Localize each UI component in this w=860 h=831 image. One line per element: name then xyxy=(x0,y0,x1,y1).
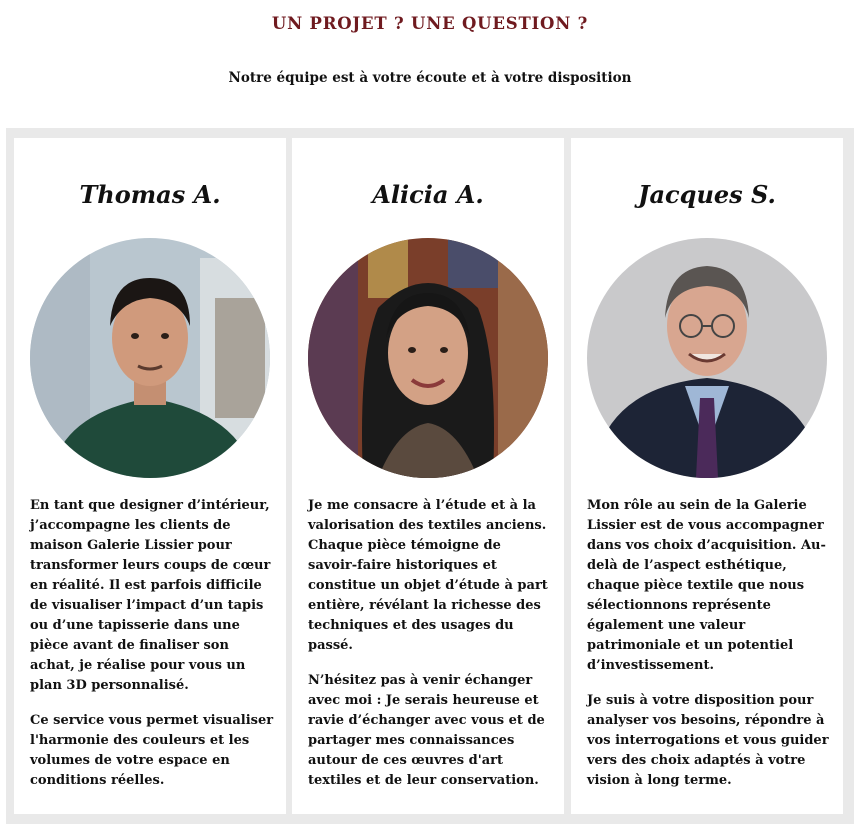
bio-paragraph: N’hésitez pas à venir échanger avec moi : Je serais heureuse et ravie d’échanger avec vous et de partager mes connaissances autour de ces œuvres d'art textiles et de leur conservation. xyxy=(308,673,545,788)
member-photo xyxy=(587,238,827,478)
member-photo xyxy=(30,238,270,478)
team-card-alicia xyxy=(292,138,564,814)
bio-paragraph: En tant que designer d’intérieur, j’accompagne les clients de maison Galerie Lissier pour transformer leurs coups de cœur en réalité. Il est parfois difficile de visualiser l’impact d’un tapis ou d’une tapisserie dans une pièce avant de finaliser son achat, je réalise pour vous un plan 3D personnalisé. xyxy=(30,498,271,693)
member-bio xyxy=(30,496,276,806)
team-section xyxy=(6,128,854,824)
member-photo xyxy=(308,238,548,478)
bio-paragraph: Ce service vous permet visualiser l'harmonie des couleurs et les volumes de votre espace en conditions réelles. xyxy=(30,713,274,788)
member-name: Alicia A. xyxy=(372,180,484,209)
bio-paragraph: Mon rôle au sein de la Galerie Lissier est de vous accompagner dans vos choix d’acquisition. Au-delà de l’aspect esthétique, chaque pièce textile que nous sélectionnons représente également une valeur patrimoniale et un potentiel d’investissement. xyxy=(587,498,826,673)
member-name: Thomas A. xyxy=(79,180,221,209)
member-bio xyxy=(308,496,554,806)
bio-paragraph: Je suis à votre disposition pour analyser vos besoins, répondre à vos interrogations et vous guider vers des choix adaptés à votre vision à long terme. xyxy=(587,693,829,788)
member-name: Jacques S. xyxy=(638,180,776,209)
member-bio xyxy=(587,496,833,806)
team-card-jacques xyxy=(571,138,843,814)
page-subtitle: Notre équipe est à votre écoute et à votre disposition xyxy=(228,70,632,86)
team-card-thomas xyxy=(14,138,286,814)
page-title: UN PROJET ? UNE QUESTION ? xyxy=(271,14,589,33)
bio-paragraph: Je me consacre à l’étude et à la valorisation des textiles anciens. Chaque pièce témoigne de savoir-faire historiques et constitue un objet d’étude à part entière, révélant la richesse des techniques et des usages du passé. xyxy=(308,498,548,653)
